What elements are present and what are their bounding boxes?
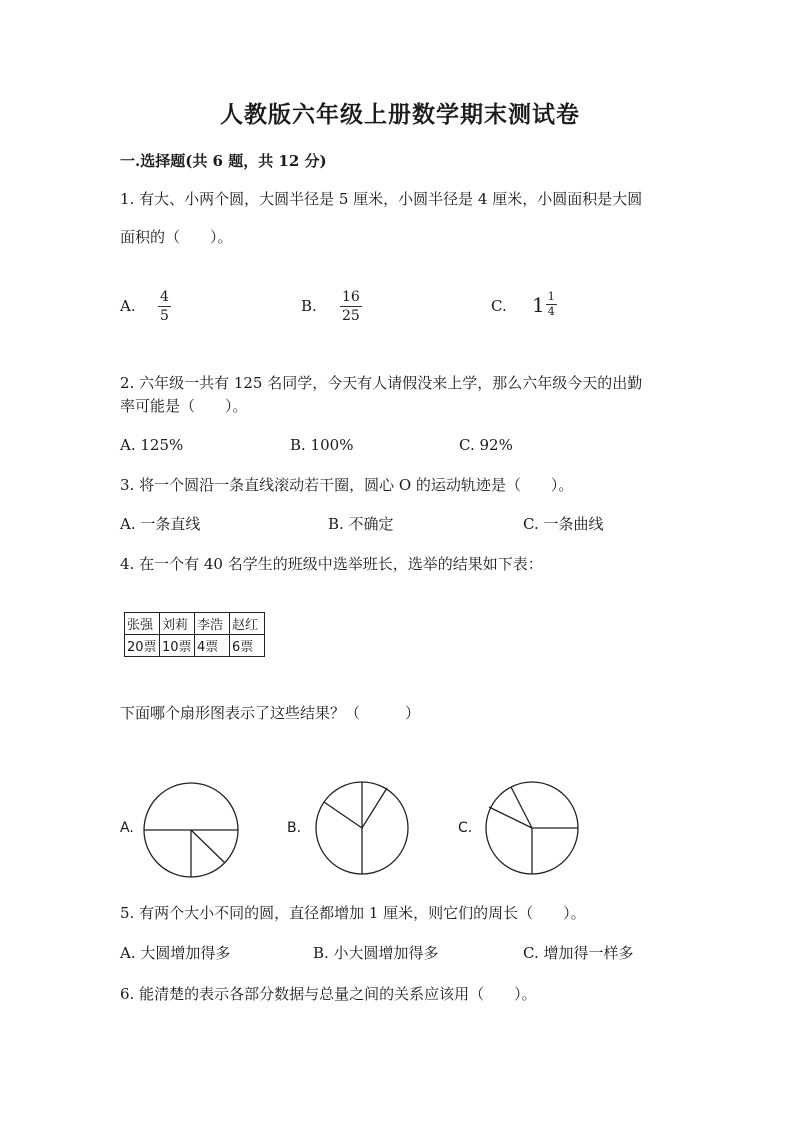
q1-option-a-denominator: 5 <box>160 308 169 324</box>
q1-option-c-label: C. <box>491 297 507 315</box>
question-1-line-2: 面积的（ ）。 <box>120 228 233 246</box>
question-3-line-1: 3. 将一个圆沿一条直线滚动若干圈，圆心 O 的运动轨迹是（ ）。 <box>120 476 574 494</box>
q2-option-c: C. 92% <box>459 436 513 454</box>
section-heading: 一.选择题(共 6 题，共 12 分) <box>120 152 327 170</box>
table-cell: 赵红 <box>230 613 265 635</box>
q1-option-b-denominator: 25 <box>342 308 360 324</box>
pie-divider <box>362 788 387 828</box>
q4-pie-b <box>314 780 410 876</box>
table-cell: 李浩 <box>195 613 230 635</box>
q1-option-a-label: A. <box>120 297 136 315</box>
table-row-votes <box>125 635 265 657</box>
q1-option-b-fraction <box>340 289 362 324</box>
table-cell: 10票 <box>160 635 195 657</box>
table-cell: 4票 <box>195 635 230 657</box>
table-cell: 6票 <box>230 635 265 657</box>
pie-divider <box>191 830 225 863</box>
table-cell: 张强 <box>125 613 160 635</box>
q1-option-b-label: B. <box>301 297 317 315</box>
q1-option-c-numerator: 1 <box>547 290 555 303</box>
election-results-table <box>124 612 265 657</box>
q5-option-b: B. 小大圆增加得多 <box>313 944 439 962</box>
q1-option-c-whole: 1 <box>532 292 545 317</box>
q1-option-b-numerator: 16 <box>342 289 360 305</box>
question-2-line-2: 率可能是（ ）。 <box>120 397 248 415</box>
question-1-line-1: 1. 有大、小两个圆，大圆半径是 5 厘米，小圆半径是 4 厘米，小圆面积是大圆 <box>120 190 643 208</box>
table-cell: 刘莉 <box>160 613 195 635</box>
q1-option-a-fraction <box>158 289 171 324</box>
q4-option-c-label: C. <box>458 820 473 836</box>
table-cell: 20票 <box>125 635 160 657</box>
pie-divider <box>489 807 532 828</box>
question-6-line-1: 6. 能清楚的表示各部分数据与总量之间的关系应该用（ ）。 <box>120 985 537 1003</box>
q1-option-a-numerator: 4 <box>160 289 169 305</box>
q4-option-b-label: B. <box>287 820 302 836</box>
q3-option-c: C. 一条曲线 <box>523 515 604 533</box>
q5-option-c: C. 增加得一样多 <box>523 944 634 962</box>
page-title: 人教版六年级上册数学期末测试卷 <box>220 101 580 128</box>
question-2-line-1: 2. 六年级一共有 125 名同学，今天有人请假没来上学，那么六年级今天的出勤 <box>120 374 643 392</box>
pie-divider <box>324 802 362 828</box>
question-4-line-1: 4. 在一个有 40 名学生的班级中选举班长，选举的结果如下表： <box>120 555 543 573</box>
q1-option-c-denominator: 4 <box>547 305 555 318</box>
q3-option-a: A. 一条直线 <box>120 515 201 533</box>
table-row-names <box>125 613 265 635</box>
q3-option-b: B. 不确定 <box>328 515 394 533</box>
q5-option-a: A. 大圆增加得多 <box>120 944 231 962</box>
q4-pie-c <box>484 780 580 876</box>
q4-option-a-label: A. <box>120 820 134 836</box>
q1-option-c-mixed-number <box>532 291 557 318</box>
q4-pie-a <box>142 781 240 879</box>
q2-option-a: A. 125% <box>120 436 184 454</box>
q2-option-b: B. 100% <box>290 436 354 454</box>
question-5-line-1: 5. 有两个大小不同的圆，直径都增加 1 厘米，则它们的周长（ ）。 <box>120 904 586 922</box>
question-4-prompt: 下面哪个扇形图表示了这些结果？（ ） <box>120 704 421 722</box>
pie-divider <box>511 787 532 828</box>
